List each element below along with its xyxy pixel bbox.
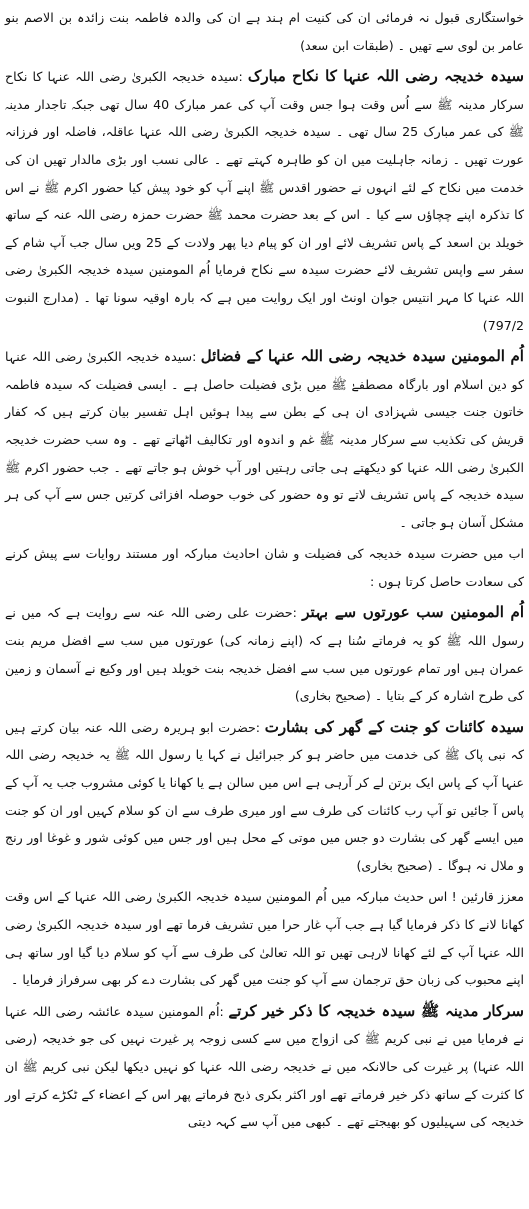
behtar-heading: اُم المومنین سب عورتوں سے بہتر xyxy=(302,603,524,622)
zikr-paragraph xyxy=(5,998,524,1136)
nikah-text: :سیدہ خدیجہ الکبریٰ رضی اللہ عنہا کا نکاح سرکار مدینہ ﷺ سے اُس وقت ہوا جس وقت آپ کی عمر مبارک 40 سال تھی جبکہ تاجدار مدینہ ﷺ کی عمر مبارک 25 سال تھی ۔ سیدہ خدیجہ الکبریٰ رضی اللہ عنہا عاقلہ، فاضلہ اور فرزانہ عورت تھیں ۔ زمانہ جاہلیت میں ان کو طاہرہ کہتے تھے ۔ عالی نسب اور بڑی مالدار تھیں ان کی خدمت میں نکاح کے لئے انہوں نے حضور اقدس ﷺ اپنے آپ کو خود پیش کیا حضور اکرم ﷺ نے اس کا تذکرہ اپنے چچاؤں سے کیا ۔ اس کے بعد حضرت محمد ﷺ حضرت حمزہ رضی اللہ عنہ کے ساتھ خویلد بن اسعد کے پاس تشریف لائے اور ان کو پیام دیا پھر ولادت کے 25 ویں سال جب آپ شام کے سفر سے واپس تشریف لائے حضرت سیدہ سے نکاح فرمایا اُم المومنین سیدہ خدیجہ الکبریٰ رضی اللہ عنہا کا مہر انتیس جوان اونٹ اور ایک روایت میں ہے کہ بارہ اوقیہ سونا تھا ۔ (مدارج النبوت 797/2) xyxy=(5,69,524,333)
mohtaram-paragraph xyxy=(5,883,524,993)
behtar-text: :حضرت علی رضی اللہ عنہ سے روایت ہے کہ میں نے رسول اللہ ﷺ کو یہ فرماتے سُنا ہے کہ (اپنے زمانہ کی) عورتوں میں سب سے افضل مریم بنت عمران ہیں اور تمام عورتوں میں سب سے افضل خدیجہ بنت خویلد ہیں اور وکیع نے آسمان و زمین کی طرح اشارہ کر کے بتایا ۔ (صحیح بخاری) xyxy=(5,605,524,704)
fazail-paragraph xyxy=(5,343,524,536)
zikr-heading: سرکار مدینہ ﷺ سیدہ خدیجہ کا ذکر خیر کرتے xyxy=(228,1001,524,1020)
fazail-heading: اُم المومنین سیدہ خدیجہ رضی اللہ عنہا کے فضائل xyxy=(200,347,524,366)
basharat-text: :حضرت ابو ہریرہ رضی اللہ عنہ بیان کرتے ہیں کہ نبی پاک ﷺ کی خدمت میں حاضر ہو کر جبرائیل نے کہا یا رسول اللہ ﷺ یہ خدیجہ رضی اللہ عنہا آپ کے پاس ایک برتن لے کر آرہی ہے اس میں سالن ہے یا کھانا یا کوئی مشروب جب یہ آپ کے پاس آ جائیں تو آپ رب کائنات کی طرف سے اور میری طرف سے ان کو سلام کہیں اور ان کو جنت میں ایسے گھر کی بشارت دو جس میں موتی کے محل ہیں اور جس میں کوئی شور و غوغا اور رنج و ملال نہ ہوگا ۔ (صحیح بخاری) xyxy=(5,719,524,873)
fazilat-intro-paragraph xyxy=(5,540,524,595)
basharat-heading: سیدہ کائنات کو جنت کے گھر کی بشارت xyxy=(264,717,524,736)
nikah-paragraph xyxy=(5,63,524,339)
intro-paragraph xyxy=(5,4,524,59)
fazail-text: :سیدہ خدیجہ الکبریٰ رضی اللہ عنہا کو دین اسلام اور بارگاہ مصطفےٰ ﷺ میں بڑی فضیلت حاصل ہے ۔ ایسی فضیلت کہ سیدہ فاطمہ خاتون جنت جیسی شہزادی ان ہی کے بطن سے پیدا ہوئیں اہل تفسیر بیان کرتے ہیں کہ کفار قریش کی تکذیب سے سرکار مدینہ ﷺ غم و اندوہ اور تکالیف اٹھاتے تھے ۔ وہ سب حضرت خدیجہ الکبریٰ رضی اللہ عنہا کو دیکھتے ہی جاتی رہتیں اور آپ خوش ہو جاتے تھے ۔ جب حضور اکرم ﷺ سیدہ خدیجہ کے پاس تشریف لاتے تو وہ حضور کی خوب حوصلہ افزائی کرتیں جس سے آپ کی ہر مشکل آسان ہو جاتی ۔ xyxy=(5,349,524,530)
nikah-heading: سیدہ خدیجہ رضی اللہ عنہا کا نکاح مبارک xyxy=(247,67,524,86)
zikr-text: :اُم المومنین سیدہ عائشہ رضی اللہ عنہا نے فرمایا میں نے نبی کریم ﷺ کی ازواج میں سے کسی زوجہ پر غیرت نہیں کی جو خدیجہ (رضی اللہ عنہا) پر غیرت کی حالانکہ میں نے خدیجہ رضی اللہ عنہا کو نہیں دیکھا لیکن نبی کریم ﷺ ان کا کثرت کے ساتھ ذکر خیر فرماتے تھے اور اکثر بکری ذبح فرماتے پھر اس کے اعضاء کے ٹکڑے کرتے اور خدیجہ کی سہیلیوں کو بھیجتے تھے ۔ کبھی میں آپ سے کہہ دیتی xyxy=(5,1003,524,1130)
intro-text: خواستگاری قبول نہ فرمائی ان کی کنیت ام ہند ہے ان کی والدہ فاطمہ بنت زائدہ بن الاصم بنو عامر بن لوی سے تھیں ۔ (طبقات ابن سعد) xyxy=(5,10,524,53)
mohtaram-text: معزز قارئین ! اس حدیث مبارکہ میں اُم المومنین سیدہ خدیجہ الکبریٰ رضی اللہ عنہا کے اس وقت کھانا لانے کا ذکر فرمایا گیا ہے جب آپ غار حرا میں تشریف فرما تھے اور سیدہ خدیجہ الکبریٰ رضی اللہ عنہا آپ کے لئے کھانا لارہی تھیں تو اللہ تعالیٰ کی طرف سے آپ کو سلام دیا گیا اور ساتھ ہی اپنے محبوب کی زبان حق ترجمان سے آپ کو جنت میں گھر کی بشارت دے کر بھی سرفراز فرمایا ۔ xyxy=(5,889,524,988)
behtar-paragraph xyxy=(5,599,524,709)
fazilat-intro-text: اب میں حضرت سیدہ خدیجہ کی فضیلت و شان احادیث مبارکہ اور مستند روایات سے پیش کرنے کی سعادت حاصل کرتا ہوں : xyxy=(5,546,524,589)
basharat-paragraph xyxy=(5,714,524,880)
